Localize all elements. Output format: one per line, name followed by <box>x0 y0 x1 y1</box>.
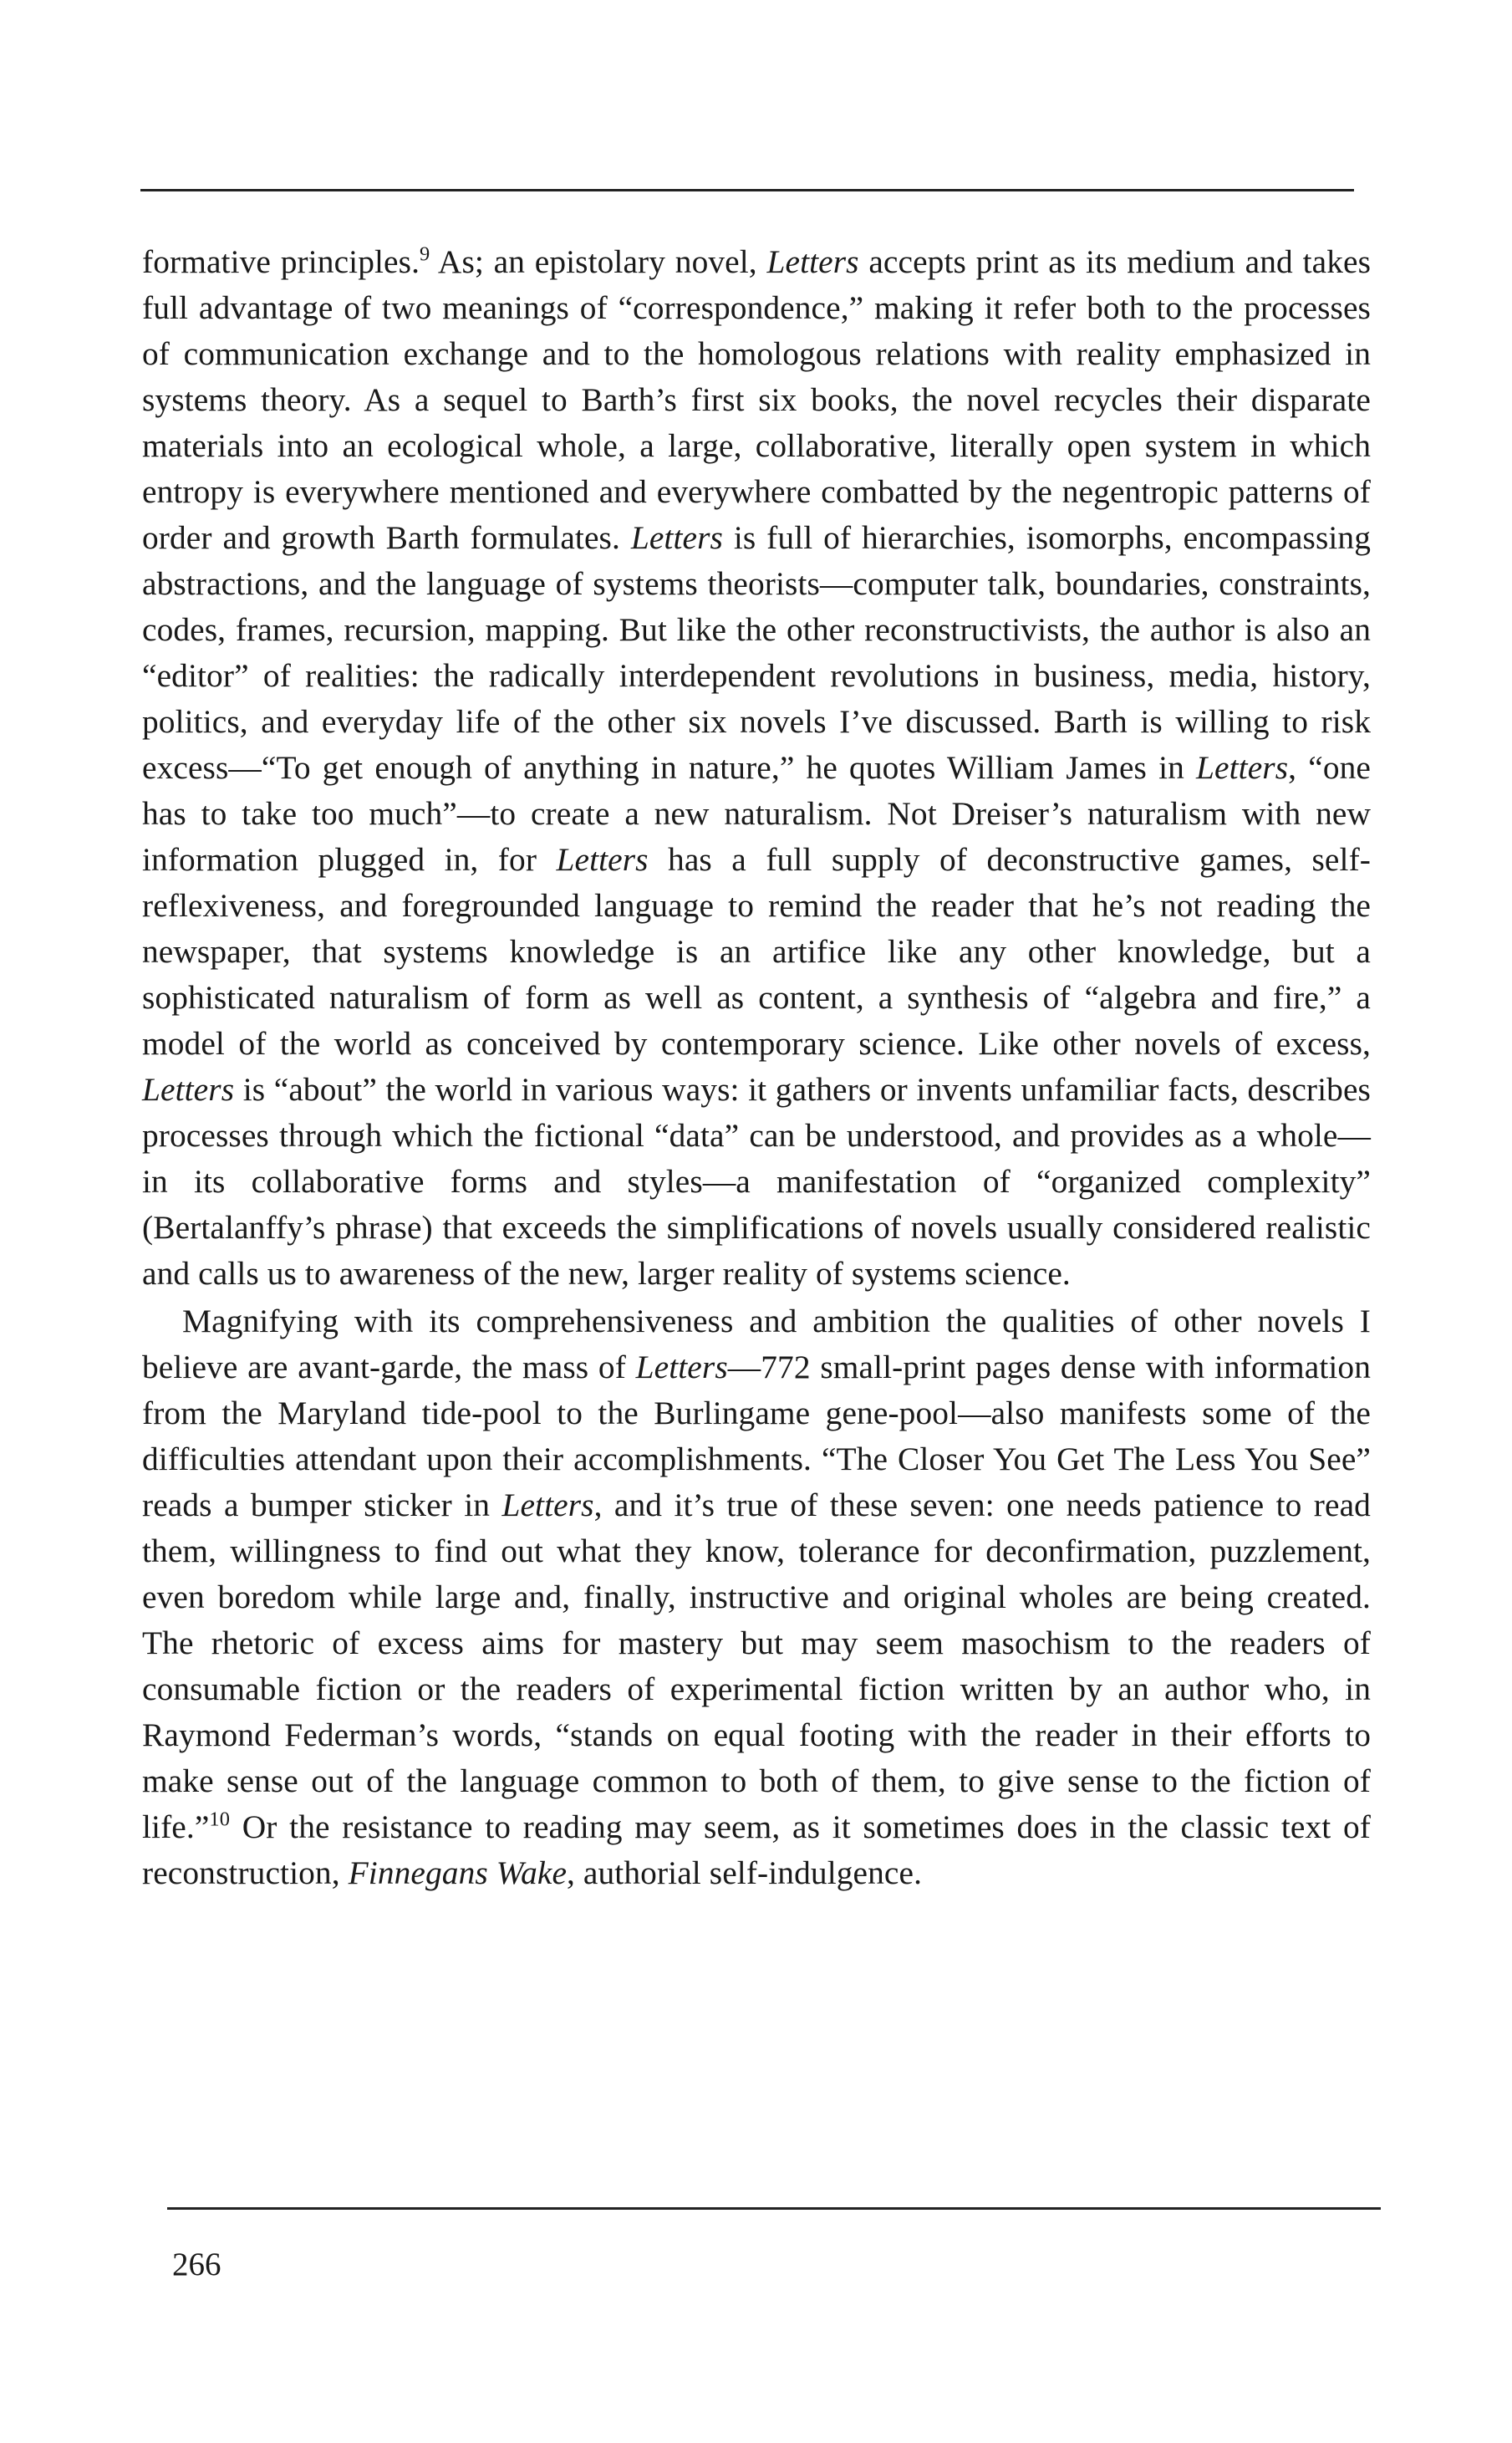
body-text <box>142 239 1371 1896</box>
bottom-rule <box>167 2207 1381 2210</box>
text-run: , authorial self-indulgence. <box>567 1854 923 1891</box>
italic-title: Letters <box>635 1349 728 1385</box>
text-run: Or the resistance to reading may seem, as it sometimes does in the classic text of reconstruction, <box>142 1808 1371 1891</box>
text-run: accepts print as its medium and takes full advantage of two meanings of “correspondence,” making it refer both to the processes of communication exchange and to the homologous relations with reality emphasized in systems theory. As a sequel to Barth’s first six books, the novel recycles their disparate materials into an ecological whole, a large, collaborative, literally open system in which entropy is everywhere mentioned and everywhere combatted by the negentropic patterns of order and growth Barth formulates. <box>142 243 1372 556</box>
text-run: has a full supply of deconstructive games, self-reflexiveness, and foregrounded language to remind the reader that he’s not reading the newspaper, that systems knowledge is an artifice like any other knowledge, but a sophisticated naturalism of form as well as content, a synthesis of “algebra and fire,” a model of the world as conceived by contemporary science. Like other novels of excess, <box>142 841 1371 1062</box>
italic-title: Letters <box>766 243 859 280</box>
italic-title: Letters <box>556 841 649 878</box>
text-run: Magnifying with its comprehensiveness and ambition the qualities of other novels I believe are avant-garde, the mass of <box>142 1303 1371 1385</box>
text-run: formative principles. <box>142 243 420 280</box>
footnote-ref: 10 <box>209 1808 231 1831</box>
italic-title: Letters <box>142 1071 235 1108</box>
paragraph-2 <box>142 1298 1371 1896</box>
text-run: As; an epistolary novel, <box>430 243 767 280</box>
italic-title: Letters <box>630 519 723 556</box>
text-run: is “about” the world in various ways: it gathers or invents unfamiliar facts, describes processes through which the fictional “data” can be understood, and provides as a whole—in its collaborative forms and styles—a manifestation of “organized complexity” (Bertalanffy’s phrase) that exceeds the simplifications of novels usually considered realistic and calls us to awareness of the new, larger reality of systems science. <box>142 1071 1371 1292</box>
top-rule <box>140 189 1354 191</box>
italic-title: Finnegans Wake <box>348 1854 568 1891</box>
text-run: —772 small-print pages dense with information from the Maryland tide-pool to the Burlingame gene-pool—also manifests some of the difficulties attendant upon their accomplishments. “The Closer You Get The Less You See” reads a bumper sticker in <box>142 1349 1371 1523</box>
text-run: , “one has to take too much”—to create a new naturalism. Not Dreiser’s naturalism with new information plugged in, for <box>142 749 1371 878</box>
paragraph-1 <box>142 239 1371 1297</box>
text-run: , and it’s true of these seven: one needs patience to read them, willingness to find out what they know, tolerance for deconfirmation, puzzlement, even boredom while large and, finally, instructive and original wholes are being created. The rhetoric of excess aims for mastery but may seem masochism to the readers of consumable fiction or the readers of experimental fiction written by an author who, in Raymond Federman’s words, “stands on equal footing with the reader in their efforts to make sense out of the language common to both of them, to give sense to the fiction of life.” <box>142 1487 1371 1845</box>
page-number: 266 <box>172 2247 221 2282</box>
text-run: is full of hierarchies, isomorphs, encompassing abstractions, and the language of systems theorists—computer talk, boundaries, constraints, codes, frames, recursion, mapping. But like the other reconstructivists, the author is also an “editor” of realities: the radically interdependent revolutions in business, media, history, politics, and everyday life of the other six novels I’ve discussed. Barth is willing to risk excess—“To get enough of anything in nature,” he quotes William James in <box>142 519 1372 786</box>
footnote-ref: 9 <box>420 242 430 266</box>
italic-title: Letters <box>501 1487 594 1523</box>
italic-title: Letters <box>1196 749 1289 786</box>
